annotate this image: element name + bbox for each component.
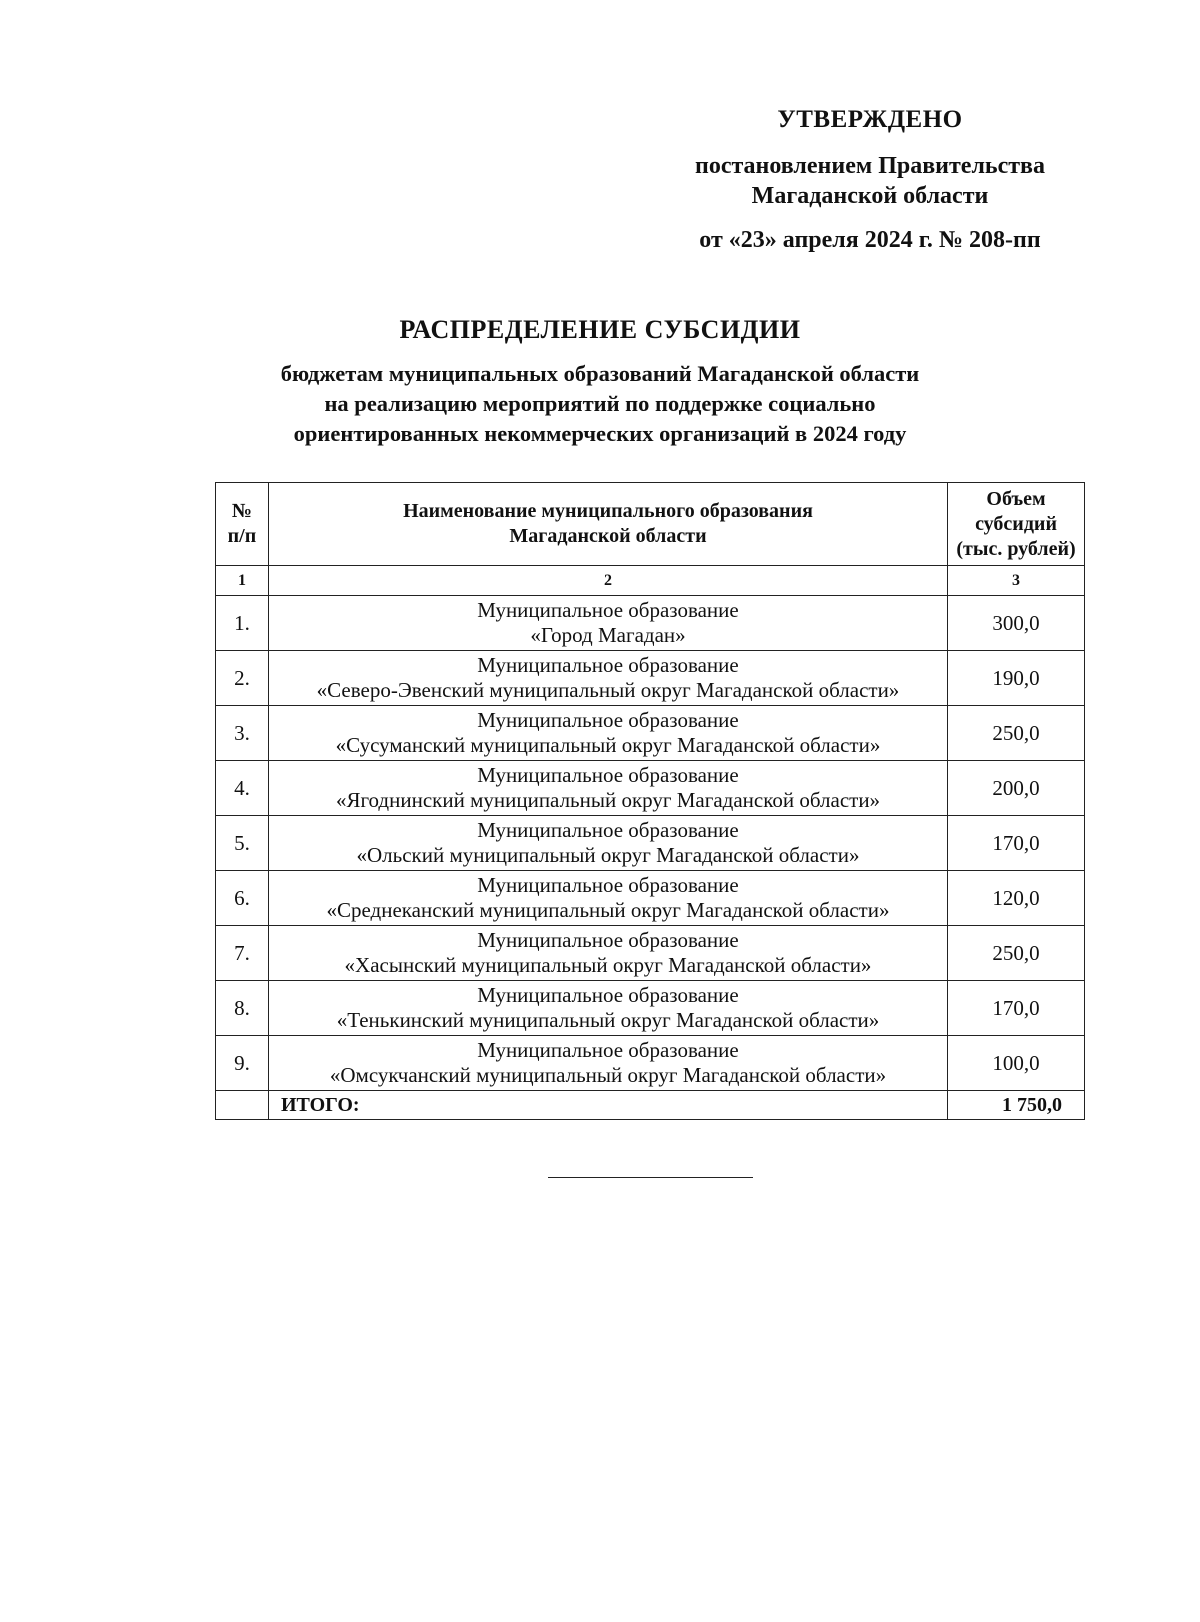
table-header-row — [216, 483, 1085, 566]
row-municipality-line1: Муниципальное образование — [477, 763, 739, 787]
row-municipality-line1: Муниципальное образование — [477, 653, 739, 677]
row-volume: 250,0 — [948, 706, 1085, 761]
row-number: 8. — [216, 981, 269, 1036]
row-number: 6. — [216, 871, 269, 926]
table-row — [216, 926, 1085, 981]
document-title: РАСПРЕДЕЛЕНИЕ СУБСИДИИ — [399, 315, 801, 344]
row-volume: 170,0 — [948, 816, 1085, 871]
column-number-3: 3 — [948, 566, 1085, 596]
total-value: 1 750,0 — [948, 1091, 1085, 1120]
document-subtitle-line1: бюджетам муниципальных образований Магаданской области — [280, 361, 920, 386]
document-subtitle-line3: ориентированных некоммерческих организаций в 2024 году — [293, 421, 907, 446]
row-number: 4. — [216, 761, 269, 816]
header-number-line2: п/п — [227, 525, 257, 547]
column-number-1: 1 — [216, 566, 269, 596]
row-volume: 170,0 — [948, 981, 1085, 1036]
table-row — [216, 981, 1085, 1036]
table-row — [216, 596, 1085, 651]
row-municipality-line1: Муниципальное образование — [477, 1038, 739, 1062]
table-row — [216, 706, 1085, 761]
row-municipality — [268, 816, 947, 871]
table-row — [216, 1036, 1085, 1091]
document-subtitle-line2: на реализацию мероприятий по поддержке социально — [324, 391, 876, 416]
row-municipality — [268, 926, 947, 981]
header-volume-line2: субсидий — [975, 512, 1057, 535]
header-number — [216, 483, 269, 566]
row-number: 3. — [216, 706, 269, 761]
total-label: ИТОГО: — [268, 1091, 947, 1120]
row-municipality-line2: «Ягоднинский муниципальный округ Магаданской области» — [335, 788, 881, 812]
header-name — [268, 483, 947, 566]
row-municipality-line2: «Тенькинский муниципальный округ Магаданской области» — [336, 1008, 880, 1032]
row-municipality — [268, 651, 947, 706]
header-name-line2: Магаданской области — [509, 525, 707, 547]
row-volume: 120,0 — [948, 871, 1085, 926]
table-row — [216, 871, 1085, 926]
row-volume: 190,0 — [948, 651, 1085, 706]
approval-decree-line2: Магаданской области — [751, 183, 989, 209]
row-municipality — [268, 1036, 947, 1091]
row-municipality-line1: Муниципальное образование — [477, 983, 739, 1007]
row-number: 7. — [216, 926, 269, 981]
document-heading — [150, 315, 1050, 449]
table-row — [216, 816, 1085, 871]
row-volume: 250,0 — [948, 926, 1085, 981]
row-municipality-line2: «Хасынский муниципальный округ Магаданской области» — [344, 953, 872, 977]
row-municipality-line1: Муниципальное образование — [477, 873, 739, 897]
row-volume: 200,0 — [948, 761, 1085, 816]
row-municipality — [268, 871, 947, 926]
total-number-cell — [216, 1091, 269, 1120]
header-volume-line3: (тыс. рублей) — [956, 537, 1076, 560]
table-total-row — [216, 1091, 1085, 1120]
row-municipality-line2: «Северо-Эвенский муниципальный округ Магаданской области» — [316, 678, 900, 702]
row-number: 5. — [216, 816, 269, 871]
row-municipality-line1: Муниципальное образование — [477, 928, 739, 952]
column-number-row — [216, 566, 1085, 596]
approval-decree-line1: постановлением Правительства — [694, 153, 1045, 179]
table-row — [216, 761, 1085, 816]
row-number: 9. — [216, 1036, 269, 1091]
header-volume-line1: Объем — [986, 487, 1046, 510]
header-name-line1: Наименование муниципального образования — [403, 500, 813, 522]
row-municipality-line1: Муниципальное образование — [477, 708, 739, 732]
row-municipality-line2: «Сусуманский муниципальный округ Магаданской области» — [335, 733, 881, 757]
approval-decree-date: от «23» апреля 2024 г. № 208-пп — [699, 227, 1041, 253]
header-volume — [948, 483, 1085, 566]
column-number-2: 2 — [268, 566, 947, 596]
row-municipality-line2: «Среднеканский муниципальный округ Магаданской области» — [326, 898, 890, 922]
row-municipality-line1: Муниципальное образование — [477, 598, 739, 622]
table-row — [216, 651, 1085, 706]
row-municipality — [268, 706, 947, 761]
approval-block — [620, 105, 1120, 255]
row-volume: 100,0 — [948, 1036, 1085, 1091]
row-municipality — [268, 981, 947, 1036]
row-municipality-line1: Муниципальное образование — [477, 818, 739, 842]
row-number: 1. — [216, 596, 269, 651]
row-municipality-line2: «Омсукчанский муниципальный округ Магаданской области» — [329, 1063, 887, 1087]
approval-title: УТВЕРЖДЕНО — [777, 106, 963, 133]
row-municipality — [268, 596, 947, 651]
header-number-line1: № — [231, 500, 253, 522]
end-divider — [548, 1177, 753, 1178]
row-volume: 300,0 — [948, 596, 1085, 651]
row-number: 2. — [216, 651, 269, 706]
subsidy-table — [215, 482, 1085, 1120]
row-municipality-line2: «Ольский муниципальный округ Магаданской области» — [356, 843, 860, 867]
row-municipality — [268, 761, 947, 816]
row-municipality-line2: «Город Магадан» — [530, 623, 686, 647]
